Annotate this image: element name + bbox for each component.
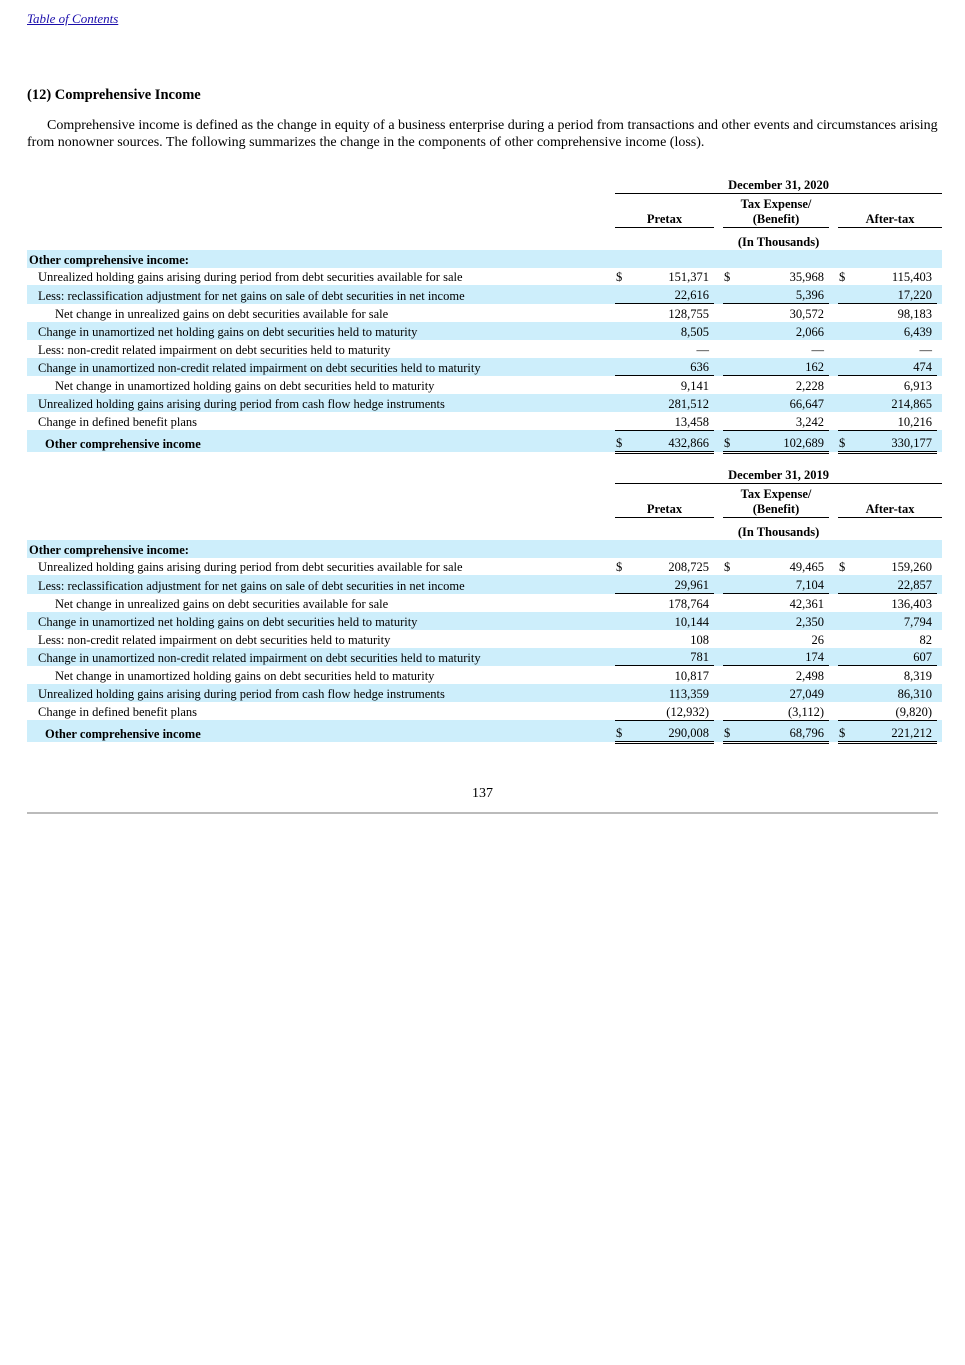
after-tax-value: 221,212 xyxy=(849,720,937,742)
tax-value: 68,796 xyxy=(734,720,829,742)
currency-symbol: $ xyxy=(616,270,623,285)
section-title: (12) Comprehensive Income xyxy=(27,87,201,103)
section-label: Other comprehensive income: xyxy=(27,540,613,558)
currency-symbol xyxy=(838,394,849,412)
currency-symbol: $ xyxy=(724,270,731,285)
row-label: Unrealized holding gains arising during period from cash flow hedge instruments xyxy=(27,394,613,412)
currency-symbol: $ xyxy=(615,720,626,742)
currency-symbol xyxy=(838,322,849,340)
footer-divider xyxy=(27,812,938,814)
pretax-value: (12,932) xyxy=(626,702,714,720)
currency-symbol xyxy=(838,376,849,394)
pretax-value: 22,616 xyxy=(626,285,714,303)
tax-value: 42,361 xyxy=(789,596,824,611)
row-label: Unrealized holding gains arising during period from debt securities available for sale xyxy=(38,560,463,575)
section-label: Other comprehensive income: xyxy=(27,250,613,268)
tax-value: 5,396 xyxy=(734,285,829,303)
row-label: Unrealized holding gains arising during period from cash flow hedge instruments xyxy=(27,684,613,702)
row-label: Change in unamortized net holding gains on debt securities held to maturity xyxy=(27,322,613,340)
currency-symbol xyxy=(723,648,734,666)
row-label: Less: non-credit related impairment on debt securities held to maturity xyxy=(38,342,391,357)
tax-value: 102,689 xyxy=(734,430,829,452)
after-tax-value: 115,403 xyxy=(891,270,932,285)
currency-symbol xyxy=(838,684,849,702)
row-label: Less: reclassification adjustment for net gains on sale of debt securities in net income xyxy=(27,285,613,303)
tax-value: 174 xyxy=(734,648,829,666)
pretax-value: — xyxy=(696,342,709,357)
row-label: Net change in unrealized gains on debt securities available for sale xyxy=(55,306,389,321)
tax-value: 30,572 xyxy=(789,306,824,321)
currency-symbol xyxy=(723,575,734,593)
pretax-value: 281,512 xyxy=(626,394,714,412)
currency-symbol: $ xyxy=(724,560,731,575)
currency-symbol xyxy=(838,412,849,430)
tax-value: 35,968 xyxy=(789,270,824,285)
row-label: Net change in unrealized gains on debt securities available for sale xyxy=(55,596,389,611)
after-tax-value: 82 xyxy=(919,632,932,647)
comprehensive-income-table-2019 xyxy=(27,465,942,744)
currency-symbol: $ xyxy=(839,560,846,575)
after-tax-value: 7,794 xyxy=(849,612,937,630)
currency-symbol xyxy=(723,684,734,702)
pretax-value: 208,725 xyxy=(668,560,709,575)
after-tax-value: 8,319 xyxy=(903,669,932,684)
pretax-value: 10,144 xyxy=(626,612,714,630)
currency-symbol xyxy=(615,376,626,394)
currency-symbol xyxy=(723,702,734,720)
after-tax-value: 6,439 xyxy=(849,322,937,340)
currency-symbol xyxy=(838,340,849,358)
currency-symbol xyxy=(723,322,734,340)
currency-symbol xyxy=(723,594,734,612)
currency-symbol xyxy=(615,702,626,720)
column-header-tax-expense: Tax Expense/ (Benefit) xyxy=(723,483,829,517)
page-number: 137 xyxy=(472,786,493,801)
currency-symbol xyxy=(723,285,734,303)
pretax-value: 9,141 xyxy=(680,379,709,394)
pretax-value: 113,359 xyxy=(626,684,714,702)
period-header: December 31, 2019 xyxy=(615,465,942,483)
tax-value: 26 xyxy=(811,632,824,647)
currency-symbol xyxy=(838,702,849,720)
row-label: Net change in unamortized holding gains on debt securities held to maturity xyxy=(55,669,435,684)
currency-symbol: $ xyxy=(723,720,734,742)
row-label: Change in defined benefit plans xyxy=(38,415,197,430)
pretax-value: 108 xyxy=(690,632,709,647)
pretax-value: 8,505 xyxy=(626,322,714,340)
after-tax-value: 17,220 xyxy=(849,285,937,303)
column-header-after-tax: After-tax xyxy=(838,193,942,227)
tax-value: (3,112) xyxy=(734,702,829,720)
after-tax-value: 214,865 xyxy=(849,394,937,412)
tax-value: 3,242 xyxy=(734,412,829,430)
tax-value: — xyxy=(811,342,824,357)
row-label: Change in defined benefit plans xyxy=(38,705,197,720)
currency-symbol xyxy=(838,648,849,666)
row-label: Change in unamortized non-credit related impairment on debt securities held to maturity xyxy=(27,648,613,666)
column-header-tax-expense: Tax Expense/ (Benefit) xyxy=(723,193,829,227)
after-tax-value: 607 xyxy=(849,648,937,666)
after-tax-value: 330,177 xyxy=(849,430,937,452)
currency-symbol xyxy=(615,630,626,648)
tax-value: 2,228 xyxy=(795,379,824,394)
after-tax-value: 136,403 xyxy=(891,596,932,611)
currency-symbol xyxy=(723,358,734,376)
after-tax-value: 159,260 xyxy=(891,560,932,575)
currency-symbol xyxy=(615,612,626,630)
pretax-value: 178,764 xyxy=(668,596,709,611)
tax-value: 49,465 xyxy=(789,560,824,575)
currency-symbol xyxy=(615,594,626,612)
currency-symbol xyxy=(615,304,626,322)
total-label: Other comprehensive income xyxy=(27,430,613,452)
currency-symbol xyxy=(723,340,734,358)
pretax-value: 432,866 xyxy=(626,430,714,452)
tax-value: 2,350 xyxy=(734,612,829,630)
pretax-value: 151,371 xyxy=(668,270,709,285)
row-label: Net change in unamortized holding gains on debt securities held to maturity xyxy=(55,379,435,394)
currency-symbol xyxy=(723,630,734,648)
row-label: Less: non-credit related impairment on debt securities held to maturity xyxy=(38,632,391,647)
table-of-contents-link[interactable]: Table of Contents xyxy=(27,11,119,26)
pretax-value: 10,817 xyxy=(674,669,709,684)
after-tax-value: 22,857 xyxy=(849,575,937,593)
after-tax-value: — xyxy=(919,342,932,357)
tax-value: 66,647 xyxy=(734,394,829,412)
currency-symbol xyxy=(838,630,849,648)
units-label: (In Thousands) xyxy=(737,234,820,249)
after-tax-value: (9,820) xyxy=(849,702,937,720)
currency-symbol xyxy=(838,285,849,303)
column-header-pretax: Pretax xyxy=(615,193,714,227)
currency-symbol xyxy=(615,648,626,666)
currency-symbol xyxy=(838,575,849,593)
pretax-value: 13,458 xyxy=(626,412,714,430)
after-tax-value: 10,216 xyxy=(849,412,937,430)
row-label: Less: reclassification adjustment for net gains on sale of debt securities in net income xyxy=(27,575,613,593)
currency-symbol xyxy=(615,358,626,376)
currency-symbol xyxy=(723,612,734,630)
pretax-value: 781 xyxy=(626,648,714,666)
column-header-pretax: Pretax xyxy=(615,483,714,517)
row-label: Unrealized holding gains arising during period from debt securities available for sale xyxy=(38,270,463,285)
currency-symbol: $ xyxy=(616,560,623,575)
tax-value: 162 xyxy=(734,358,829,376)
tax-value: 27,049 xyxy=(734,684,829,702)
tax-value: 7,104 xyxy=(734,575,829,593)
currency-symbol xyxy=(723,412,734,430)
currency-symbol: $ xyxy=(615,430,626,452)
after-tax-value: 98,183 xyxy=(897,306,932,321)
tax-value: 2,498 xyxy=(795,669,824,684)
currency-symbol xyxy=(723,304,734,322)
currency-symbol xyxy=(838,304,849,322)
currency-symbol xyxy=(838,666,849,684)
currency-symbol: $ xyxy=(838,720,849,742)
currency-symbol xyxy=(615,322,626,340)
pretax-value: 29,961 xyxy=(626,575,714,593)
currency-symbol: $ xyxy=(839,270,846,285)
currency-symbol: $ xyxy=(838,430,849,452)
units-label: (In Thousands) xyxy=(737,524,820,539)
pretax-value: 290,008 xyxy=(626,720,714,742)
currency-symbol xyxy=(615,684,626,702)
comprehensive-income-table-2020 xyxy=(27,175,942,454)
column-header-after-tax: After-tax xyxy=(838,483,942,517)
intro-paragraph: Comprehensive income is defined as the change in equity of a business enterprise during a period from transactions and other events and circumstances arising from nonowner sources. The following summarizes the change in the components of other comprehensive income (loss). xyxy=(27,118,938,150)
period-header: December 31, 2020 xyxy=(615,175,942,193)
currency-symbol xyxy=(723,376,734,394)
after-tax-value: 474 xyxy=(849,358,937,376)
currency-symbol xyxy=(615,575,626,593)
after-tax-value: 6,913 xyxy=(903,379,932,394)
row-label: Change in unamortized net holding gains on debt securities held to maturity xyxy=(27,612,613,630)
currency-symbol xyxy=(838,358,849,376)
tax-value: 2,066 xyxy=(734,322,829,340)
currency-symbol xyxy=(838,612,849,630)
currency-symbol xyxy=(723,394,734,412)
currency-symbol xyxy=(723,666,734,684)
pretax-value: 636 xyxy=(626,358,714,376)
row-label: Change in unamortized non-credit related impairment on debt securities held to maturity xyxy=(27,358,613,376)
total-label: Other comprehensive income xyxy=(27,720,613,742)
after-tax-value: 86,310 xyxy=(849,684,937,702)
currency-symbol xyxy=(615,340,626,358)
currency-symbol xyxy=(615,285,626,303)
currency-symbol xyxy=(838,594,849,612)
currency-symbol xyxy=(615,412,626,430)
currency-symbol: $ xyxy=(723,430,734,452)
currency-symbol xyxy=(615,666,626,684)
pretax-value: 128,755 xyxy=(668,306,709,321)
currency-symbol xyxy=(615,394,626,412)
